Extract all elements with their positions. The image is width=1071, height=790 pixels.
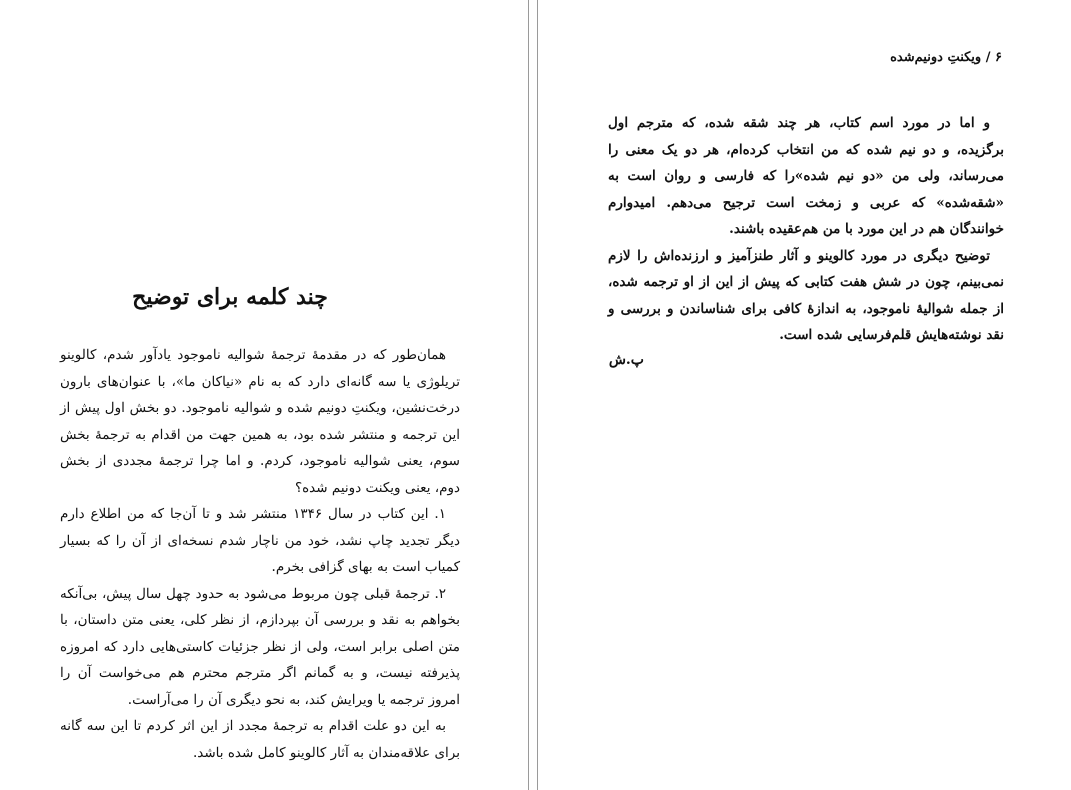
chapter-title: چند کلمه برای توضیح — [132, 284, 328, 310]
right-page-body — [608, 110, 1004, 349]
right-paragraph: و اما در مورد اسم کتاب، هر چند شقه شده، که مترجم اول برگزیده، و دو نیم شده که من انتخاب کرده‌ام، هر دو یک معنی را می‌رساند، ولی من «دو نیم شده»را که فارسی و روان است به «شقه‌شده» که عربی و زمخت است ترجیح می‌دهم. امیدوارم خوانندگان هم در این مورد با من هم‌عقیده باشند. — [608, 115, 1004, 237]
right-paragraph: توضیح دیگری در مورد کالوینو و آثار طنزآمیز و ارزنده‌اش را لازم نمی‌بینم، چون در شش هفت کتابی که پیش از این از او ترجمه شده، از جمله شوالیهٔ ناموجود، به اندازهٔ کافی برای شناساندن و بررسی و نقد نوشته‌هایش قلم‌فرسایی شده است. — [608, 247, 1004, 343]
left-paragraph: همان‌طور که در مقدمهٔ ترجمهٔ شوالیه ناموجود یادآور شدم، کالوینو تریلوژی یا سه گانه‌ای دارد که به نام «نیاکان ما»، با عنوان‌های بارون درخت‌نشین، ویکنتِ دونیم شده و شوالیه ناموجود. دو بخش اول پیش از این ترجمه و منتشر شده بود، به همین جهت من اقدام به ترجمهٔ بخش سوم، یعنی شوالیه ناموجود، کردم. و اما چرا ترجمهٔ مجددی از بخش دوم، یعنی ویکنت دونیم شده؟ — [60, 347, 460, 496]
gutter-divider — [528, 0, 529, 790]
right-page — [538, 0, 1071, 790]
left-paragraph: به این دو علت اقدام به ترجمهٔ مجدد از این اثر کردم تا این سه گانه برای علاقه‌مندان به آثار کالوینو کامل شده باشد. — [60, 718, 460, 761]
left-paragraph: ۲. ترجمهٔ قبلی چون مربوط می‌شود به حدود چهل سال پیش، بی‌آنکه بخواهم به نقد و بررسی آن بپردازم، از نظر کلی، یعنی متن داستان، با متن اصلی برابر است، ولی از نظر جزئیات کاستی‌هایی دارد که امروزه پذیرفته نیست، و به گمانم اگر مترجم محترم هم می‌خواست آن را امروز ترجمه یا ویرایش کند، به نحو دیگری آن را می‌آراست. — [60, 585, 460, 708]
left-page — [0, 0, 528, 790]
translator-signature: پ.ش — [608, 352, 644, 368]
left-page-body — [60, 342, 460, 766]
left-paragraph: ۱. این کتاب در سال ۱۳۴۶ منتشر شد و تا آن‌جا که من اطلاع دارم دیگر تجدید چاپ نشد، خود من ناچار شدم نسخه‌ای از آن را که بسیار کمیاب است به بهای گزافی بخرم. — [60, 506, 460, 575]
running-head: ۶ / ویکنتِ دونیم‌شده — [890, 50, 1002, 65]
